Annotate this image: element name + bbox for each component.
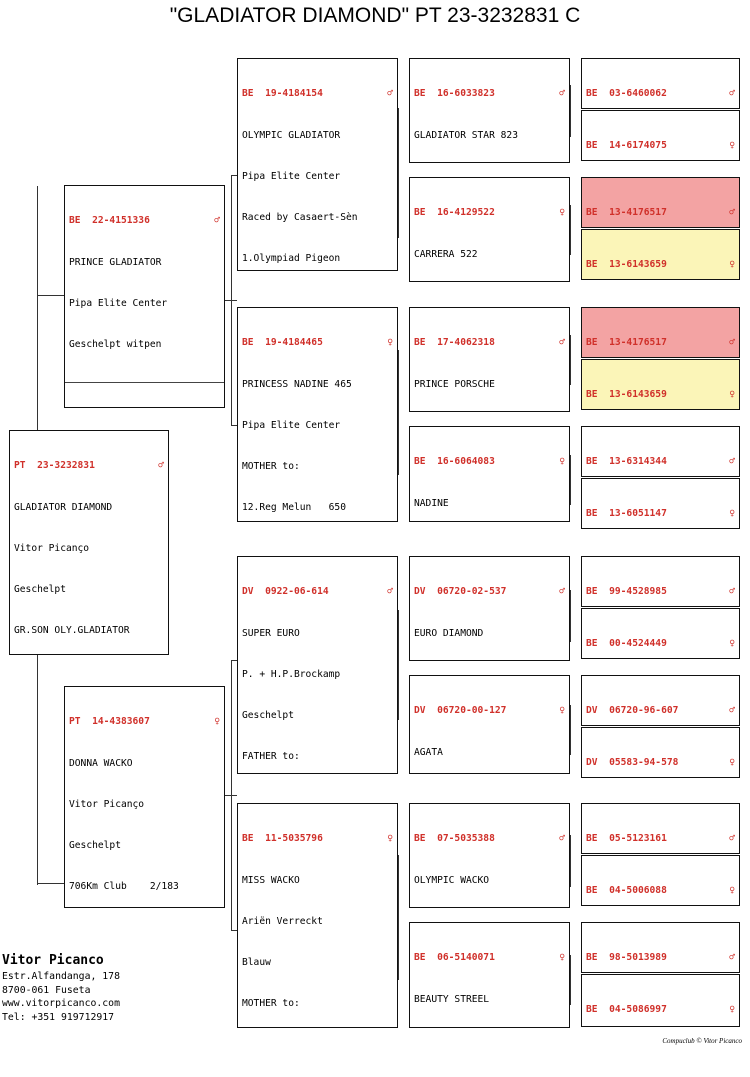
male-icon: ♂	[729, 833, 735, 845]
female-icon: ♀	[387, 337, 393, 349]
male-icon: ♂	[729, 952, 735, 964]
female-icon: ♀	[729, 638, 735, 650]
male-icon: ♂	[729, 705, 735, 717]
female-icon: ♀	[729, 389, 735, 401]
pedigree-box-g6	[581, 359, 740, 410]
line: PRINCESS NADINE 465	[242, 378, 352, 390]
connector-line	[37, 295, 64, 296]
pedigree-box-dam-dam	[237, 803, 398, 1028]
ring-number: BE 07-5035388	[414, 833, 495, 845]
connector-line	[570, 705, 571, 755]
pedigree-box-g12	[581, 727, 740, 778]
line: OLYMPIC WACKO	[414, 874, 490, 886]
line: 1.Olympiad Pigeon	[242, 252, 341, 264]
footer-credit: Compuclub © Vitor Picanco	[662, 1037, 742, 1045]
line: Vitor Picanço	[14, 542, 90, 554]
connector-line	[570, 85, 571, 137]
ring-number: BE 16-6033823	[414, 88, 495, 100]
ring-number: DV 06720-02-537	[414, 586, 507, 598]
pedigree-box-g15	[581, 922, 740, 973]
ring-number: BE 16-6064083	[414, 456, 495, 468]
ring-number: PT 14-4383607	[69, 716, 150, 728]
pedigree-box-ssd	[409, 177, 570, 282]
pedigree-box-sss	[409, 58, 570, 163]
line: P. + H.P.Brockamp	[242, 668, 341, 680]
male-icon: ♂	[559, 337, 565, 349]
ring-number: BE 03-6460062	[586, 88, 667, 100]
line: Pipa Elite Center	[69, 297, 168, 309]
male-icon: ♂	[729, 586, 735, 598]
breeder-info	[2, 952, 120, 1024]
breeder-name: Vitor Picanco	[2, 953, 104, 968]
connector-line	[570, 205, 571, 255]
line: 706Km Club 2/183	[69, 880, 179, 892]
breeder-phone: Tel: +351 919712917	[2, 1011, 115, 1023]
line: CARRERA 522	[414, 248, 478, 260]
pedigree-box-g14	[581, 855, 740, 906]
line: MOTHER to:	[242, 997, 300, 1009]
line: Geschelpt	[242, 709, 294, 721]
ring-number: DV 06720-00-127	[414, 705, 507, 717]
divider	[65, 382, 224, 383]
pedigree-box-g11	[581, 675, 740, 726]
line: Raced by Casaert-Sèn	[242, 211, 358, 223]
pedigree-box-sds	[409, 307, 570, 412]
line: EURO DIAMOND	[414, 627, 484, 639]
line: NADINE	[414, 497, 449, 509]
pedigree-box-sire-sire	[237, 58, 398, 271]
pedigree-box-g10	[581, 608, 740, 659]
female-icon: ♀	[387, 833, 393, 845]
male-icon: ♂	[729, 337, 735, 349]
ring-number: BE 13-6051147	[586, 508, 667, 520]
line: PRINCE GLADIATOR	[69, 256, 162, 268]
connector-line	[398, 855, 399, 980]
line: MISS WACKO	[242, 874, 300, 886]
pedigree-box-g16	[581, 974, 740, 1027]
line: Vitor Picanço	[69, 798, 145, 810]
male-icon: ♂	[729, 456, 735, 468]
pedigree-box-sdd	[409, 426, 570, 522]
breeder-website-link[interactable]: www.vitorpicanco.com	[2, 998, 120, 1010]
connector-line	[231, 175, 232, 425]
line: SUPER EURO	[242, 627, 300, 639]
line: FATHER to:	[242, 750, 300, 762]
pedigree-box-g3	[581, 177, 740, 228]
pedigree-box-g2	[581, 110, 740, 161]
line: BEAUTY STREEL	[414, 993, 490, 1005]
female-icon: ♀	[729, 1004, 735, 1016]
line: Geschelpt	[14, 583, 66, 595]
pedigree-box-dds	[409, 803, 570, 908]
breeder-postcode: 8700-061 Fuseta	[2, 984, 91, 996]
pedigree-box-subject	[9, 430, 169, 655]
ring-number: BE 17-4062318	[414, 337, 495, 349]
female-icon: ♀	[559, 952, 565, 964]
male-icon: ♂	[387, 88, 393, 100]
connector-line	[398, 350, 399, 475]
female-icon: ♀	[559, 705, 565, 717]
male-icon: ♂	[214, 215, 220, 227]
connector-line	[37, 186, 38, 431]
pedigree-box-dam-sire	[237, 556, 398, 774]
ring-number: DV 06720-96-607	[586, 705, 679, 717]
line: 12.Reg Melun 650	[242, 501, 346, 513]
ring-number: BE 13-4176517	[586, 337, 667, 349]
ring-number: BE 13-6143659	[586, 259, 667, 271]
line: Ariën Verreckt	[242, 915, 323, 927]
pedigree-box-g5	[581, 307, 740, 358]
connector-line	[570, 590, 571, 642]
line: Pipa Elite Center	[242, 419, 341, 431]
line: Pipa Elite Center	[242, 170, 341, 182]
pedigree-box-g1	[581, 58, 740, 109]
ring-number: BE 11-5035796	[242, 833, 323, 845]
ring-number: BE 13-6314344	[586, 456, 667, 468]
line: Geschelpt witpen	[69, 338, 162, 350]
pedigree-box-g7	[581, 426, 740, 477]
ring-number: PT 23-3232831	[14, 460, 95, 472]
female-icon: ♀	[729, 508, 735, 520]
connector-line	[398, 610, 399, 720]
male-icon: ♂	[729, 88, 735, 100]
ring-number: BE 22-4151336	[69, 215, 150, 227]
ring-number: BE 19-4184465	[242, 337, 323, 349]
ring-number: BE 98-5013989	[586, 952, 667, 964]
female-icon: ♀	[559, 207, 565, 219]
male-icon: ♂	[387, 586, 393, 598]
line: GLADIATOR DIAMOND	[14, 501, 113, 513]
breeder-address: Estr.Alfandanga, 178	[2, 971, 120, 982]
ring-number: DV 05583-94-578	[586, 757, 679, 769]
ring-number: BE 19-4184154	[242, 88, 323, 100]
ring-number: BE 14-6174075	[586, 140, 667, 152]
line: GR.SON OLY.GLADIATOR	[14, 624, 130, 636]
connector-line	[37, 883, 64, 884]
ring-number: BE 13-4176517	[586, 207, 667, 219]
female-icon: ♀	[729, 757, 735, 769]
female-icon: ♀	[729, 140, 735, 152]
female-icon: ♀	[729, 885, 735, 897]
female-icon: ♀	[559, 456, 565, 468]
male-icon: ♂	[158, 460, 164, 472]
connector-line	[570, 835, 571, 887]
female-icon: ♀	[729, 259, 735, 271]
line: Blauw	[242, 956, 271, 968]
line: Geschelpt	[69, 839, 121, 851]
ring-number: BE 99-4528985	[586, 586, 667, 598]
pedigree-box-g9	[581, 556, 740, 607]
pedigree-box-g13	[581, 803, 740, 854]
page-title: "GLADIATOR DIAMOND" PT 23-3232831 C	[169, 4, 581, 27]
ring-number: BE 00-4524449	[586, 638, 667, 650]
ring-number: BE 04-5006088	[586, 885, 667, 897]
ring-number: DV 0922-06-614	[242, 586, 329, 598]
ring-number: BE 06-5140071	[414, 952, 495, 964]
ring-number: BE 04-5086997	[586, 1004, 667, 1016]
connector-line	[570, 335, 571, 385]
male-icon: ♂	[559, 88, 565, 100]
line: DONNA WACKO	[69, 757, 133, 769]
connector-line	[398, 108, 399, 238]
male-icon: ♂	[559, 833, 565, 845]
pedigree-box-g8	[581, 478, 740, 529]
ring-number: BE 13-6143659	[586, 389, 667, 401]
pedigree-box-sire	[64, 185, 225, 408]
line: PRINCE PORSCHE	[414, 378, 495, 390]
female-icon: ♀	[214, 716, 220, 728]
line: OLYMPIC GLADIATOR	[242, 129, 341, 141]
pedigree-box-dsd	[409, 675, 570, 774]
connector-line	[570, 955, 571, 1005]
ring-number: BE 05-5123161	[586, 833, 667, 845]
male-icon: ♂	[729, 207, 735, 219]
line: AGATA	[414, 746, 443, 758]
connector-line	[37, 655, 38, 885]
line: MOTHER to:	[242, 460, 300, 472]
ring-number: BE 16-4129522	[414, 207, 495, 219]
male-icon: ♂	[559, 586, 565, 598]
pedigree-box-g4	[581, 229, 740, 280]
line: GLADIATOR STAR 823	[414, 129, 518, 141]
pedigree-box-ddd	[409, 922, 570, 1028]
pedigree-box-dam	[64, 686, 225, 908]
connector-line	[570, 455, 571, 505]
pedigree-box-sire-dam	[237, 307, 398, 522]
pedigree-box-dss	[409, 556, 570, 661]
connector-line	[231, 660, 232, 930]
